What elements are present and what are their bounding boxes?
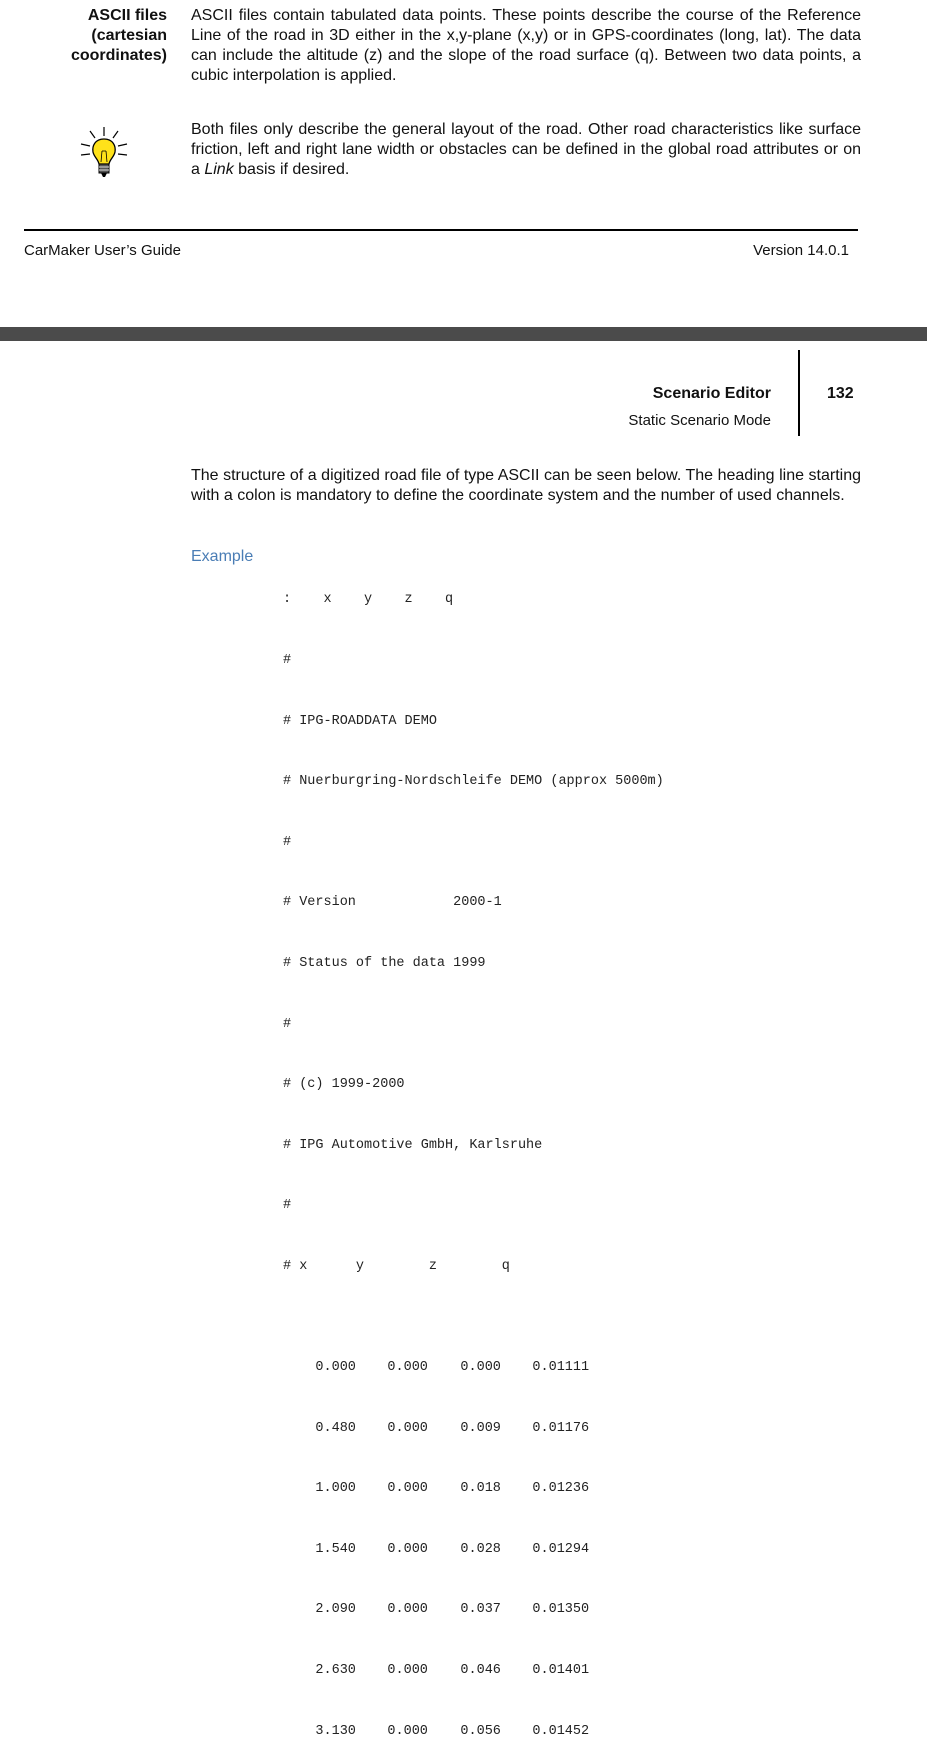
cell-y: 0.000 xyxy=(387,1602,428,1618)
cell-z: 0.056 xyxy=(460,1723,501,1739)
code-line: # x y z q xyxy=(283,1258,510,1274)
cell-x: 3.130 xyxy=(315,1723,356,1739)
code-line: # IPG-ROADDATA DEMO xyxy=(283,713,437,729)
code-line: # Status of the data 1999 xyxy=(283,955,486,971)
code-line: # xyxy=(283,1198,292,1214)
cell-y: 0.000 xyxy=(387,1723,428,1739)
code-data-row xyxy=(283,1459,923,1497)
page-separator xyxy=(0,327,927,341)
cell-z: 0.028 xyxy=(460,1541,501,1557)
tip-text-link-term: Link xyxy=(204,161,234,178)
cell-x: 1.000 xyxy=(315,1481,356,1497)
cell-z: 0.018 xyxy=(460,1481,501,1497)
ascii-description: ASCII files contain tabulated data points. These points describe the course of the Reference Line of the road in 3D either in the x,y-plane (x,y) or in GPS-coordinates (long, lat). The data can include the altitude (z) and the slope of the road surface (q). Between two data points, a cubic interpolation is applied. xyxy=(191,7,861,84)
cell-x: 2.090 xyxy=(315,1602,356,1618)
cell-x: 2.630 xyxy=(315,1662,356,1678)
cell-y: 0.000 xyxy=(387,1420,428,1436)
footer-rule xyxy=(24,229,858,231)
cell-z: 0.000 xyxy=(460,1359,501,1375)
tip-text-end: basis if desired. xyxy=(233,161,350,178)
cell-q: 0.01294 xyxy=(532,1541,590,1557)
cell-q: 0.01350 xyxy=(532,1602,590,1618)
cell-y: 0.000 xyxy=(387,1541,428,1557)
cell-z: 0.037 xyxy=(460,1602,501,1618)
cell-y: 0.000 xyxy=(387,1662,428,1678)
cell-q: 0.01176 xyxy=(532,1420,590,1436)
code-line: # xyxy=(283,834,292,850)
code-data-row xyxy=(283,1641,923,1678)
page-header-subtitle: Static Scenario Mode xyxy=(628,412,771,429)
tip-text xyxy=(191,120,861,180)
code-line: : x y z q xyxy=(283,592,454,608)
cell-x: 1.540 xyxy=(315,1541,356,1557)
cell-x: 0.480 xyxy=(315,1420,356,1436)
footer-version: Version 14.0.1 xyxy=(753,242,849,259)
code-line: # xyxy=(283,1016,292,1032)
section-label-line: ASCII files xyxy=(87,7,167,24)
footer-guide-title: CarMaker User’s Guide xyxy=(24,242,181,259)
code-line: # Nuerburgring-Nordschleife DEMO (approx 5000m) xyxy=(283,774,664,790)
code-data-row xyxy=(283,1580,923,1618)
cell-q: 0.01401 xyxy=(532,1662,590,1678)
cell-y: 0.000 xyxy=(387,1481,428,1497)
cell-x: 0.000 xyxy=(315,1359,356,1375)
code-line: # (c) 1999-2000 xyxy=(283,1077,405,1093)
cell-z: 0.009 xyxy=(460,1420,501,1436)
code-line: # IPG Automotive GmbH, Karlsruhe xyxy=(283,1137,543,1153)
code-data-row xyxy=(283,1338,923,1375)
section-label-line: (cartesian xyxy=(91,27,167,44)
section-label xyxy=(20,6,167,66)
page-header-title: Scenario Editor xyxy=(652,385,771,402)
cell-q: 0.01236 xyxy=(532,1481,590,1497)
code-data-row xyxy=(283,1520,923,1557)
header-divider xyxy=(798,350,800,436)
cell-q: 0.01452 xyxy=(532,1723,590,1739)
code-line: # Version 2000-1 xyxy=(283,895,502,911)
example-label: Example xyxy=(191,548,254,565)
code-data-row xyxy=(283,1701,923,1739)
cell-q: 0.01111 xyxy=(532,1359,590,1375)
cell-z: 0.046 xyxy=(460,1662,501,1678)
page-number: 132 xyxy=(827,385,854,402)
lightbulb-icon xyxy=(78,124,130,180)
section-label-line: coordinates) xyxy=(70,47,167,64)
intro-paragraph: The structure of a digitized road file of type ASCII can be seen below. The heading line starting with a colon is mandatory to define the coordinate system and the number of used channels. xyxy=(191,467,861,504)
code-block xyxy=(283,550,923,1742)
code-line: # xyxy=(283,653,292,668)
tip-text-main: Both files only describe the general layout of the road. Other road characteristics like surface friction, left and right lane width or obstacles can be defined in the global road attributes or on a xyxy=(191,121,861,178)
code-data-row xyxy=(283,1398,923,1436)
cell-y: 0.000 xyxy=(387,1359,428,1375)
